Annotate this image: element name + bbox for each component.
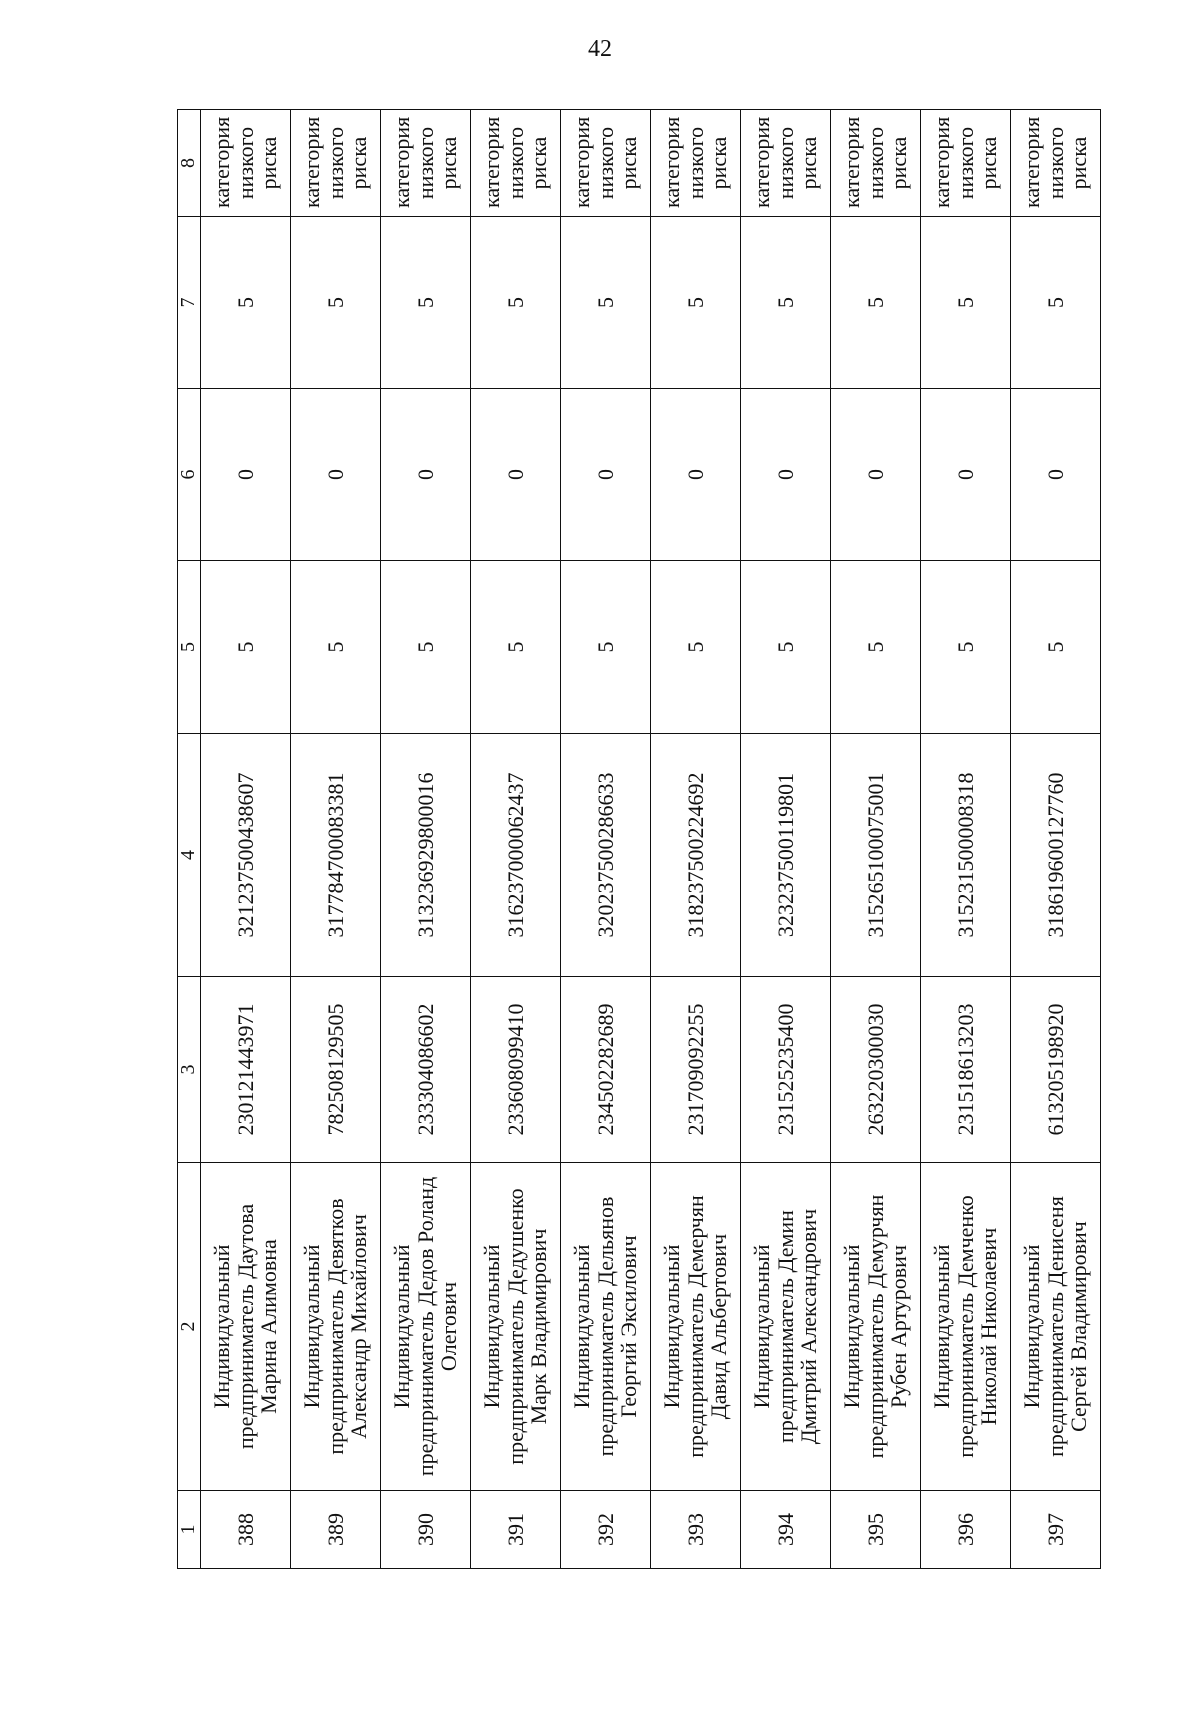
risk-category-cell: категория низкого риска [1011, 110, 1101, 217]
page-number: 42 [588, 36, 612, 62]
column-header: 7 [178, 217, 201, 389]
entrepreneur-name-cell: Индивидуальный предприниматель Дедушенко Марк Владимирович [471, 1163, 561, 1491]
value-cell: 0 [561, 389, 651, 561]
ogrnip-cell: 313236929800016 [381, 734, 471, 977]
row-number-cell: 396 [921, 1491, 1011, 1569]
value-cell: 0 [381, 389, 471, 561]
table-row [831, 110, 921, 1569]
row-number-cell: 392 [561, 1491, 651, 1569]
row-number-cell: 391 [471, 1491, 561, 1569]
inn-cell: 231518613203 [921, 977, 1011, 1163]
value-cell: 0 [831, 389, 921, 561]
risk-category-cell: категория низкого риска [831, 110, 921, 217]
inn-cell: 782508129505 [291, 977, 381, 1163]
row-number-cell: 388 [201, 1491, 291, 1569]
table-row [381, 110, 471, 1569]
value-cell: 5 [921, 217, 1011, 389]
inn-cell: 231709092255 [651, 977, 741, 1163]
entrepreneur-name-cell: Индивидуальный предприниматель Дедов Роланд Олегович [381, 1163, 471, 1491]
value-cell: 5 [561, 217, 651, 389]
inn-cell: 233608099410 [471, 977, 561, 1163]
ogrnip-cell: 317784700083381 [291, 734, 381, 977]
risk-category-cell: категория низкого риска [741, 110, 831, 217]
risk-category-cell: категория низкого риска [201, 110, 291, 217]
entrepreneur-name-cell: Индивидуальный предприниматель Демин Дмитрий Александрович [741, 1163, 831, 1491]
row-number-cell: 394 [741, 1491, 831, 1569]
inn-cell: 233304086602 [381, 977, 471, 1163]
column-header: 8 [178, 110, 201, 217]
value-cell: 5 [741, 561, 831, 734]
value-cell: 0 [921, 389, 1011, 561]
value-cell: 5 [381, 561, 471, 734]
value-cell: 5 [921, 561, 1011, 734]
row-number-cell: 389 [291, 1491, 381, 1569]
ogrnip-cell: 315265100075001 [831, 734, 921, 977]
column-header: 1 [178, 1491, 201, 1569]
table-row [291, 110, 381, 1569]
risk-category-cell: категория низкого риска [471, 110, 561, 217]
value-cell: 5 [651, 217, 741, 389]
value-cell: 5 [201, 561, 291, 734]
risk-category-cell: категория низкого риска [561, 110, 651, 217]
inn-cell: 263220300030 [831, 977, 921, 1163]
row-number-cell: 397 [1011, 1491, 1101, 1569]
ogrnip-cell: 318619600127760 [1011, 734, 1101, 977]
value-cell: 5 [1011, 217, 1101, 389]
column-header: 5 [178, 561, 201, 734]
ogrnip-cell: 320237500286633 [561, 734, 651, 977]
ogrnip-cell: 316237000062437 [471, 734, 561, 977]
table-row [471, 110, 561, 1569]
ogrnip-cell: 321237500438607 [201, 734, 291, 977]
value-cell: 5 [201, 217, 291, 389]
entrepreneur-name-cell: Индивидуальный предприниматель Девятков Александр Михайлович [291, 1163, 381, 1491]
registry-table [177, 109, 1101, 1569]
ogrnip-cell: 315231500008318 [921, 734, 1011, 977]
entrepreneur-name-cell: Индивидуальный предприниматель Даутова Марина Алимовна [201, 1163, 291, 1491]
inn-cell: 234502282689 [561, 977, 651, 1163]
ogrnip-cell: 323237500119801 [741, 734, 831, 977]
value-cell: 5 [831, 217, 921, 389]
risk-category-cell: категория низкого риска [921, 110, 1011, 217]
value-cell: 0 [291, 389, 381, 561]
column-header: 6 [178, 389, 201, 561]
table-row [651, 110, 741, 1569]
inn-cell: 230121443971 [201, 977, 291, 1163]
value-cell: 5 [831, 561, 921, 734]
value-cell: 0 [471, 389, 561, 561]
entrepreneur-name-cell: Индивидуальный предприниматель Денисеня Сергей Владимирович [1011, 1163, 1101, 1491]
header-row [178, 110, 201, 1569]
value-cell: 5 [1011, 561, 1101, 734]
entrepreneur-name-cell: Индивидуальный предприниматель Демурчян Рубен Артурович [831, 1163, 921, 1491]
table-row [201, 110, 291, 1569]
ogrnip-cell: 318237500224692 [651, 734, 741, 977]
row-number-cell: 390 [381, 1491, 471, 1569]
table-row [1011, 110, 1101, 1569]
column-header: 3 [178, 977, 201, 1163]
value-cell: 0 [741, 389, 831, 561]
value-cell: 0 [1011, 389, 1101, 561]
value-cell: 5 [741, 217, 831, 389]
value-cell: 5 [381, 217, 471, 389]
value-cell: 5 [561, 561, 651, 734]
inn-cell: 613205198920 [1011, 977, 1101, 1163]
inn-cell: 231525235400 [741, 977, 831, 1163]
entrepreneur-name-cell: Индивидуальный предприниматель Демерчян Давид Альбертович [651, 1163, 741, 1491]
value-cell: 0 [651, 389, 741, 561]
entrepreneur-name-cell: Индивидуальный предприниматель Демченко Николай Николаевич [921, 1163, 1011, 1491]
registry-table-container [177, 110, 1095, 1569]
entrepreneur-name-cell: Индивидуальный предприниматель Дельянов Георгий Эксилович [561, 1163, 651, 1491]
column-header: 2 [178, 1163, 201, 1491]
value-cell: 0 [201, 389, 291, 561]
risk-category-cell: категория низкого риска [381, 110, 471, 217]
risk-category-cell: категория низкого риска [651, 110, 741, 217]
table-row [921, 110, 1011, 1569]
table-row [561, 110, 651, 1569]
row-number-cell: 393 [651, 1491, 741, 1569]
value-cell: 5 [651, 561, 741, 734]
column-header: 4 [178, 734, 201, 977]
value-cell: 5 [471, 561, 561, 734]
risk-category-cell: категория низкого риска [291, 110, 381, 217]
value-cell: 5 [471, 217, 561, 389]
row-number-cell: 395 [831, 1491, 921, 1569]
table-row [741, 110, 831, 1569]
value-cell: 5 [291, 217, 381, 389]
value-cell: 5 [291, 561, 381, 734]
